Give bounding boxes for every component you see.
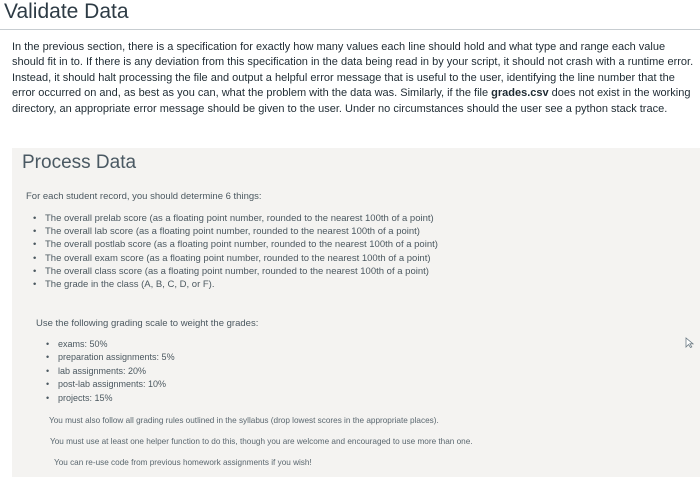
note-helper-function: You must use at least one helper function to do this, though you are welcome and encouraged to use more than one.	[50, 437, 473, 446]
list-item: • preparation assignments: 5%	[46, 351, 175, 364]
intro-filename: grades.csv	[491, 87, 549, 100]
intro-paragraph	[12, 40, 696, 117]
note-reuse-code: You can re-use code from previous homework assignments if you wish!	[54, 458, 312, 467]
list-item: • lab assignments: 20%	[46, 365, 175, 378]
list-item: • The overall exam score (as a floating point number, rounded to the nearest 100th of a point)	[33, 252, 438, 265]
list-item: • The overall postlab score (as a floating point number, rounded to the nearest 100th of a point)	[33, 238, 438, 251]
list-item: • projects: 15%	[46, 392, 175, 405]
scale-lead: Use the following grading scale to weight the grades:	[36, 318, 259, 329]
list-item: • The grade in the class (A, B, C, D, or F).	[33, 278, 438, 291]
list-item: • The overall class score (as a floating point number, rounded to the nearest 100th of a point)	[33, 265, 438, 278]
mouse-cursor-icon	[685, 335, 694, 346]
process-data-section	[12, 148, 700, 477]
list-item: • exams: 50%	[46, 338, 175, 351]
title-divider	[0, 29, 700, 30]
section-heading: Process Data	[22, 152, 137, 173]
grading-scale-list	[46, 338, 175, 405]
process-list	[33, 212, 438, 291]
intro-text-before: In the previous section, there is a specification for exactly how many values each line should hold and what type and range each value should fit in to. If there is any deviation from this specification in the data being read in by your script, it should not crash with a runtime error. Instead, it should halt processing the file and output a helpful error message that is useful to the user, identifying the line number that the error occurred on and, as best as you can, what the problem with the data was. Similarly, if the file	[12, 41, 694, 100]
process-lead: For each student record, you should determine 6 things:	[26, 191, 262, 202]
intro-text-after: does not exist in the working directory, an appropriate error message should be given to the user. Under no circumstances should the user see a python stack trace.	[12, 87, 691, 115]
list-item: • The overall lab score (as a floating point number, rounded to the nearest 100th of a point)	[33, 225, 438, 238]
list-item: • The overall prelab score (as a floating point number, rounded to the nearest 100th of a point)	[33, 212, 438, 225]
page-title: Validate Data	[4, 0, 129, 23]
note-grading-rules: You must also follow all grading rules outlined in the syllabus (drop lowest scores in the appropriate places).	[49, 416, 439, 425]
list-item: • post-lab assignments: 10%	[46, 378, 175, 391]
